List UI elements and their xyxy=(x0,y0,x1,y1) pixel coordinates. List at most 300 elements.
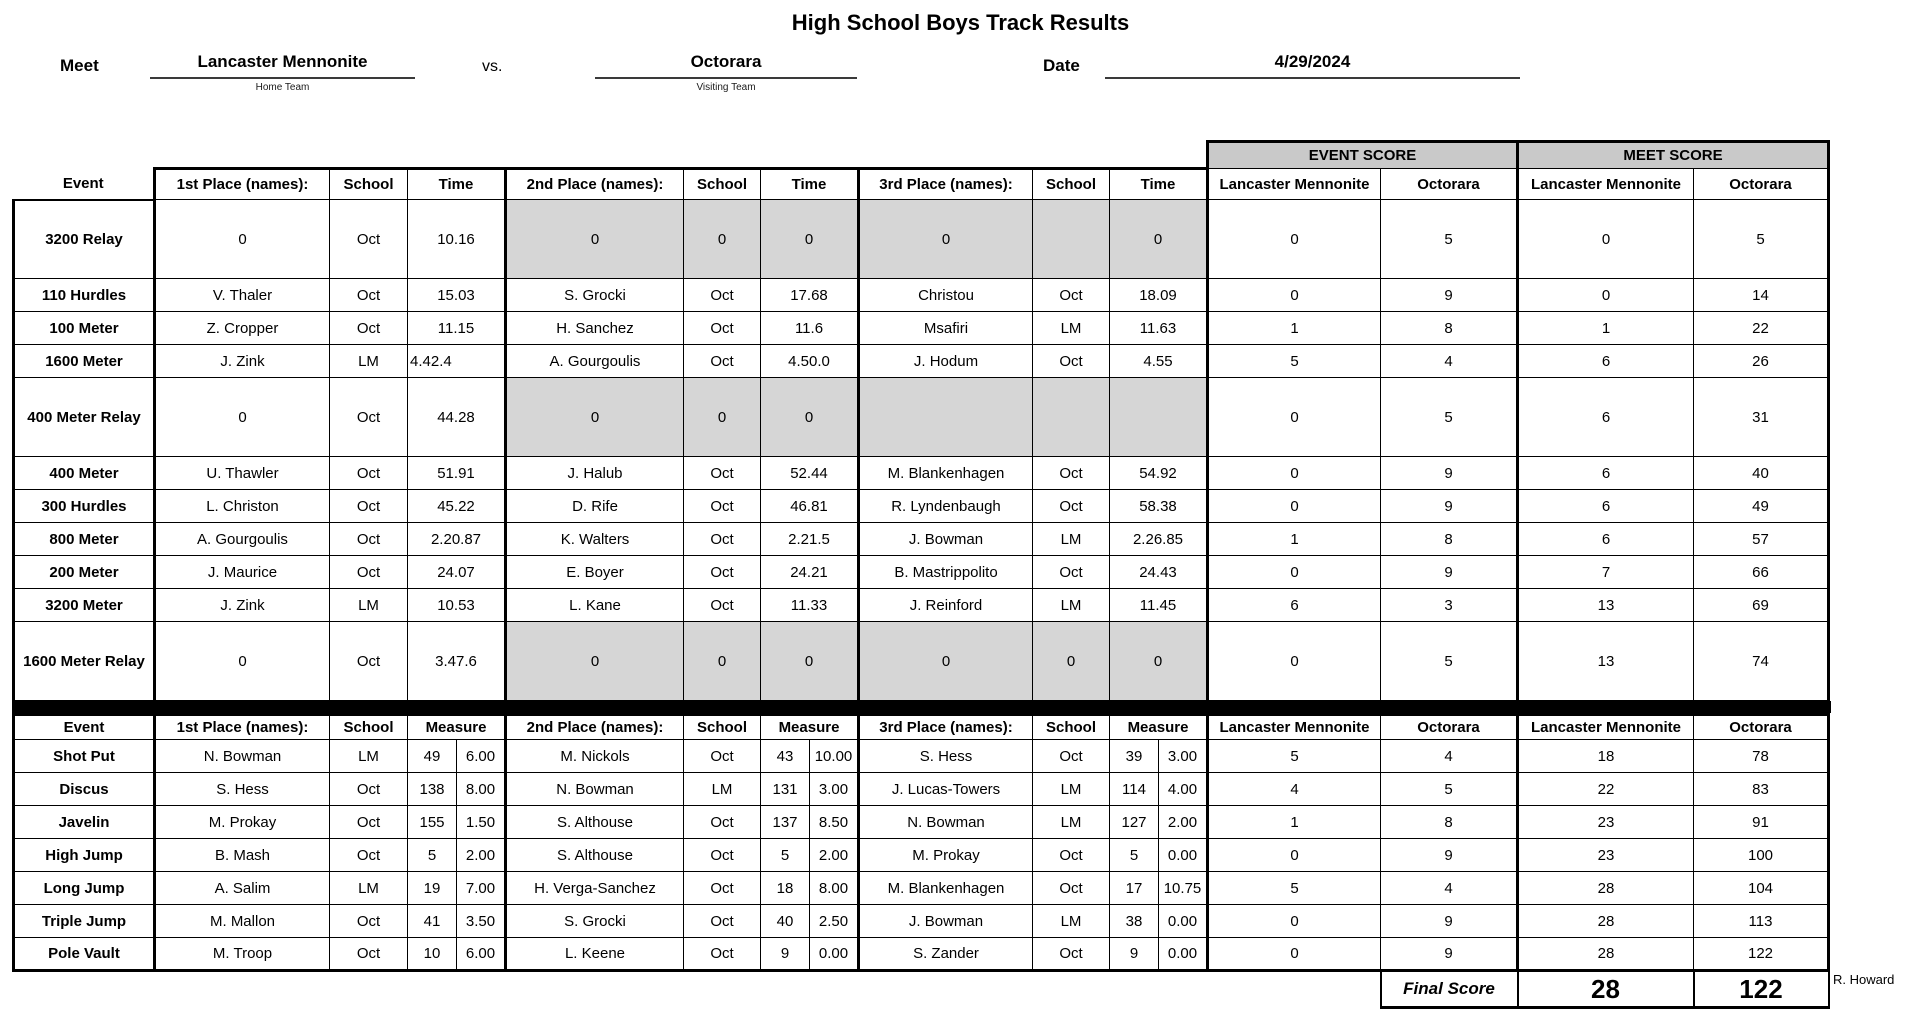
p2-name-cell: N. Bowman xyxy=(506,773,684,806)
field-column-header-row xyxy=(14,715,1829,740)
p3-time-cell: 58.38 xyxy=(1110,490,1208,523)
track-row xyxy=(14,589,1829,622)
event-score-home-header: Lancaster Mennonite xyxy=(1208,715,1381,740)
time-column-header: Time xyxy=(761,169,859,200)
p2-inches-cell: 8.00 xyxy=(810,872,859,905)
p3-name-cell: S. Zander xyxy=(859,938,1033,971)
event-name-cell: Triple Jump xyxy=(14,905,155,938)
event-name-cell: 3200 Relay xyxy=(14,200,155,279)
meet-score-visitor-cell: 49 xyxy=(1694,490,1829,523)
p2-name-cell: E. Boyer xyxy=(506,556,684,589)
p3-time-cell: 11.63 xyxy=(1110,312,1208,345)
meet-score-visitor-cell: 22 xyxy=(1694,312,1829,345)
meet-score-home-cell: 1 xyxy=(1518,312,1694,345)
p2-school-cell: Oct xyxy=(684,457,761,490)
p3-time-cell: 11.45 xyxy=(1110,589,1208,622)
p3-name-cell: 0 xyxy=(859,200,1033,279)
track-row xyxy=(14,279,1829,312)
track-row xyxy=(14,622,1829,701)
p3-feet-cell: 5 xyxy=(1110,839,1159,872)
field-row xyxy=(14,806,1829,839)
visiting-team-caption: Visiting Team xyxy=(696,82,756,93)
event-name-cell: Shot Put xyxy=(14,740,155,773)
p3-school-cell: LM xyxy=(1033,523,1110,556)
p1-feet-cell: 19 xyxy=(408,872,457,905)
field-row xyxy=(14,938,1829,971)
event-score-home-cell: 0 xyxy=(1208,279,1381,312)
p2-feet-cell: 9 xyxy=(761,938,810,971)
p1-feet-cell: 5 xyxy=(408,839,457,872)
meet-score-visitor-cell: 66 xyxy=(1694,556,1829,589)
p1-name-cell: S. Hess xyxy=(155,773,330,806)
p3-school-cell: Oct xyxy=(1033,345,1110,378)
event-name-cell: 1600 Meter xyxy=(14,345,155,378)
school-column-header: School xyxy=(1033,169,1110,200)
track-row xyxy=(14,345,1829,378)
date-value: 4/29/2024 xyxy=(1105,52,1520,79)
p3-school-cell: LM xyxy=(1033,905,1110,938)
track-row xyxy=(14,490,1829,523)
p3-time-cell: 0 xyxy=(1110,622,1208,701)
p2-feet-cell: 40 xyxy=(761,905,810,938)
meet-score-visitor-cell: 57 xyxy=(1694,523,1829,556)
p3-name-cell: M. Prokay xyxy=(859,839,1033,872)
meet-score-home-cell: 6 xyxy=(1518,523,1694,556)
meet-score-home-cell: 6 xyxy=(1518,345,1694,378)
track-row xyxy=(14,200,1829,279)
p1-inches-cell: 2.00 xyxy=(457,839,506,872)
p1-school-cell: LM xyxy=(330,589,408,622)
p1-time-cell: 15.03 xyxy=(408,279,506,312)
event-name-cell: 400 Meter Relay xyxy=(14,378,155,457)
p1-inches-cell: 1.50 xyxy=(457,806,506,839)
p1-name-cell: 0 xyxy=(155,200,330,279)
p2-school-cell: Oct xyxy=(684,839,761,872)
event-score-home-header: Lancaster Mennonite xyxy=(1208,169,1381,200)
p3-school-cell: LM xyxy=(1033,312,1110,345)
p2-school-cell: 0 xyxy=(684,200,761,279)
p2-time-cell: 52.44 xyxy=(761,457,859,490)
p2-school-cell: LM xyxy=(684,773,761,806)
meet-score-visitor-cell: 26 xyxy=(1694,345,1829,378)
p1-feet-cell: 49 xyxy=(408,740,457,773)
event-score-visitor-cell: 3 xyxy=(1381,589,1518,622)
event-score-home-cell: 5 xyxy=(1208,872,1381,905)
header-spacer xyxy=(14,142,1208,169)
p1-school-cell: Oct xyxy=(330,622,408,701)
p3-name-cell: M. Blankenhagen xyxy=(859,457,1033,490)
p3-time-cell: 24.43 xyxy=(1110,556,1208,589)
event-column-header: Event xyxy=(14,715,155,740)
p2-time-cell: 2.21.5 xyxy=(761,523,859,556)
p1-inches-cell: 8.00 xyxy=(457,773,506,806)
p1-school-cell: Oct xyxy=(330,312,408,345)
p2-school-cell: Oct xyxy=(684,490,761,523)
meet-score-visitor-cell: 31 xyxy=(1694,378,1829,457)
p2-name-cell: M. Nickols xyxy=(506,740,684,773)
p2-inches-cell: 0.00 xyxy=(810,938,859,971)
event-name-cell: 200 Meter xyxy=(14,556,155,589)
p1-school-cell: Oct xyxy=(330,905,408,938)
p2-feet-cell: 18 xyxy=(761,872,810,905)
score-group-header-row xyxy=(14,142,1829,169)
event-name-cell: High Jump xyxy=(14,839,155,872)
page-title: High School Boys Track Results xyxy=(791,10,1130,35)
p3-school-cell: Oct xyxy=(1033,839,1110,872)
p3-school-cell: Oct xyxy=(1033,938,1110,971)
p2-time-cell: 46.81 xyxy=(761,490,859,523)
date-label: Date xyxy=(1043,56,1080,75)
meet-score-home-cell: 28 xyxy=(1518,938,1694,971)
p1-time-cell: 11.15 xyxy=(408,312,506,345)
p1-school-cell: Oct xyxy=(330,556,408,589)
event-score-home-cell: 0 xyxy=(1208,490,1381,523)
p2-name-cell: L. Kane xyxy=(506,589,684,622)
p2-time-cell: 0 xyxy=(761,622,859,701)
meet-score-visitor-cell: 91 xyxy=(1694,806,1829,839)
p1-school-cell: Oct xyxy=(330,200,408,279)
p2-name-cell: D. Rife xyxy=(506,490,684,523)
event-score-visitor-header: Octorara xyxy=(1381,715,1518,740)
p1-school-cell: Oct xyxy=(330,938,408,971)
event-score-visitor-header: Octorara xyxy=(1381,169,1518,200)
measure-column-header: Measure xyxy=(761,715,859,740)
meet-score-visitor-cell: 83 xyxy=(1694,773,1829,806)
p3-name-cell: J. Bowman xyxy=(859,523,1033,556)
p2-school-cell: Oct xyxy=(684,938,761,971)
p3-name-cell: J. Lucas-Towers xyxy=(859,773,1033,806)
p2-feet-cell: 137 xyxy=(761,806,810,839)
final-score-label: Final Score xyxy=(1381,971,1518,1008)
event-name-cell: 800 Meter xyxy=(14,523,155,556)
p2-school-cell: Oct xyxy=(684,345,761,378)
p3-school-cell: Oct xyxy=(1033,556,1110,589)
p1-name-cell: L. Christon xyxy=(155,490,330,523)
school-column-header: School xyxy=(684,715,761,740)
p2-school-cell: Oct xyxy=(684,312,761,345)
p3-time-cell: 0 xyxy=(1110,200,1208,279)
p2-name-cell: 0 xyxy=(506,622,684,701)
p3-name-cell: B. Mastrippolito xyxy=(859,556,1033,589)
p1-time-cell: 44.28 xyxy=(408,378,506,457)
p1-name-cell: 0 xyxy=(155,378,330,457)
meet-score-home-cell: 28 xyxy=(1518,872,1694,905)
final-row-spacer xyxy=(14,971,1381,1008)
meet-score-home-cell: 6 xyxy=(1518,378,1694,457)
p3-school-cell: 0 xyxy=(1033,622,1110,701)
p1-time-cell: 24.07 xyxy=(408,556,506,589)
p1-time-cell: 10.53 xyxy=(408,589,506,622)
p3-time-cell: 4.55 xyxy=(1110,345,1208,378)
final-score-home-value: 28 xyxy=(1518,971,1694,1008)
meet-score-home-cell: 0 xyxy=(1518,200,1694,279)
p3-school-cell: LM xyxy=(1033,773,1110,806)
p1-time-cell: 10.16 xyxy=(408,200,506,279)
p3-school-cell: Oct xyxy=(1033,872,1110,905)
p2-school-cell: Oct xyxy=(684,740,761,773)
p2-time-cell: 4.50.0 xyxy=(761,345,859,378)
event-score-home-cell: 0 xyxy=(1208,839,1381,872)
field-results-table xyxy=(12,713,1830,1009)
p3-school-cell: LM xyxy=(1033,589,1110,622)
p3-feet-cell: 127 xyxy=(1110,806,1159,839)
p3-school-cell xyxy=(1033,200,1110,279)
p1-feet-cell: 155 xyxy=(408,806,457,839)
p2-name-cell: S. Althouse xyxy=(506,839,684,872)
meet-score-visitor-cell: 113 xyxy=(1694,905,1829,938)
p1-school-cell: Oct xyxy=(330,523,408,556)
p3-column-header: 3rd Place (names): xyxy=(859,715,1033,740)
p2-school-cell: Oct xyxy=(684,872,761,905)
meet-score-home-cell: 6 xyxy=(1518,490,1694,523)
p3-school-cell: Oct xyxy=(1033,740,1110,773)
meet-score-visitor-cell: 78 xyxy=(1694,740,1829,773)
home-team-caption: Home Team xyxy=(255,82,310,93)
event-score-home-cell: 5 xyxy=(1208,740,1381,773)
event-score-home-cell: 6 xyxy=(1208,589,1381,622)
field-row xyxy=(14,773,1829,806)
p1-school-cell: Oct xyxy=(330,457,408,490)
meet-score-visitor-header: Octorara xyxy=(1694,169,1829,200)
event-score-visitor-cell: 8 xyxy=(1381,523,1518,556)
p1-name-cell: A. Salim xyxy=(155,872,330,905)
event-score-visitor-cell: 9 xyxy=(1381,905,1518,938)
measure-column-header: Measure xyxy=(1110,715,1208,740)
event-name-cell: 110 Hurdles xyxy=(14,279,155,312)
event-name-cell: 3200 Meter xyxy=(14,589,155,622)
event-name-cell: 100 Meter xyxy=(14,312,155,345)
event-score-visitor-cell: 8 xyxy=(1381,312,1518,345)
event-score-home-cell: 0 xyxy=(1208,622,1381,701)
meet-score-home-cell: 22 xyxy=(1518,773,1694,806)
p2-name-cell: A. Gourgoulis xyxy=(506,345,684,378)
p3-name-cell: J. Reinford xyxy=(859,589,1033,622)
event-name-cell: Long Jump xyxy=(14,872,155,905)
p1-feet-cell: 10 xyxy=(408,938,457,971)
p3-time-cell xyxy=(1110,378,1208,457)
p3-time-cell: 54.92 xyxy=(1110,457,1208,490)
event-score-home-cell: 1 xyxy=(1208,523,1381,556)
p1-inches-cell: 3.50 xyxy=(457,905,506,938)
event-name-cell: 1600 Meter Relay xyxy=(14,622,155,701)
p2-school-cell: Oct xyxy=(684,523,761,556)
p1-school-cell: LM xyxy=(330,872,408,905)
p2-name-cell: 0 xyxy=(506,200,684,279)
p2-school-cell: Oct xyxy=(684,279,761,312)
track-results-table xyxy=(12,140,1830,701)
meet-score-home-cell: 13 xyxy=(1518,622,1694,701)
p1-inches-cell: 6.00 xyxy=(457,740,506,773)
meet-label: Meet xyxy=(60,56,99,75)
event-score-visitor-cell: 9 xyxy=(1381,279,1518,312)
event-score-home-cell: 5 xyxy=(1208,345,1381,378)
measure-column-header: Measure xyxy=(408,715,506,740)
p1-name-cell: J. Zink xyxy=(155,345,330,378)
event-score-visitor-cell: 4 xyxy=(1381,345,1518,378)
p2-feet-cell: 43 xyxy=(761,740,810,773)
p2-feet-cell: 5 xyxy=(761,839,810,872)
p2-time-cell: 0 xyxy=(761,378,859,457)
p2-name-cell: S. Althouse xyxy=(506,806,684,839)
meet-score-visitor-cell: 5 xyxy=(1694,200,1829,279)
track-column-header-row xyxy=(14,169,1829,200)
track-row xyxy=(14,556,1829,589)
event-score-home-cell: 0 xyxy=(1208,457,1381,490)
event-score-home-cell: 0 xyxy=(1208,905,1381,938)
event-score-visitor-cell: 9 xyxy=(1381,457,1518,490)
p3-time-cell: 18.09 xyxy=(1110,279,1208,312)
p3-name-cell: 0 xyxy=(859,622,1033,701)
meet-score-home-cell: 7 xyxy=(1518,556,1694,589)
event-score-visitor-cell: 9 xyxy=(1381,556,1518,589)
home-team-value: Lancaster Mennonite xyxy=(150,52,415,79)
p3-name-cell: J. Bowman xyxy=(859,905,1033,938)
meet-score-home-cell: 18 xyxy=(1518,740,1694,773)
p3-feet-cell: 9 xyxy=(1110,938,1159,971)
meet-score-visitor-cell: 14 xyxy=(1694,279,1829,312)
event-score-home-cell: 1 xyxy=(1208,312,1381,345)
p2-school-cell: Oct xyxy=(684,556,761,589)
p1-school-cell: Oct xyxy=(330,490,408,523)
p3-inches-cell: 2.00 xyxy=(1159,806,1208,839)
final-score-row xyxy=(14,971,1829,1008)
event-score-group-header: EVENT SCORE xyxy=(1208,142,1518,169)
p1-name-cell: J. Maurice xyxy=(155,556,330,589)
event-name-cell: 400 Meter xyxy=(14,457,155,490)
p3-name-cell: M. Blankenhagen xyxy=(859,872,1033,905)
p1-column-header: 1st Place (names): xyxy=(155,169,330,200)
p1-feet-cell: 41 xyxy=(408,905,457,938)
p2-inches-cell: 2.50 xyxy=(810,905,859,938)
p3-name-cell: N. Bowman xyxy=(859,806,1033,839)
event-name-cell: 300 Hurdles xyxy=(14,490,155,523)
field-row xyxy=(14,839,1829,872)
p1-name-cell: J. Zink xyxy=(155,589,330,622)
p2-name-cell: J. Halub xyxy=(506,457,684,490)
p1-school-cell: Oct xyxy=(330,806,408,839)
vs-label: vs. xyxy=(482,58,503,75)
p1-school-cell: Oct xyxy=(330,378,408,457)
scorer-signature: R. Howard xyxy=(1833,972,1895,987)
event-score-visitor-cell: 9 xyxy=(1381,490,1518,523)
p2-school-cell: Oct xyxy=(684,905,761,938)
p2-time-cell: 17.68 xyxy=(761,279,859,312)
p1-school-cell: Oct xyxy=(330,279,408,312)
event-column-header: Event xyxy=(14,169,155,200)
p2-feet-cell: 131 xyxy=(761,773,810,806)
p1-time-cell: 45.22 xyxy=(408,490,506,523)
p2-column-header: 2nd Place (names): xyxy=(506,169,684,200)
p2-name-cell: L. Keene xyxy=(506,938,684,971)
p3-name-cell: J. Hodum xyxy=(859,345,1033,378)
p2-name-cell: S. Grocki xyxy=(506,279,684,312)
event-score-visitor-cell: 5 xyxy=(1381,622,1518,701)
p3-name-cell xyxy=(859,378,1033,457)
p1-name-cell: A. Gourgoulis xyxy=(155,523,330,556)
p3-inches-cell: 0.00 xyxy=(1159,938,1208,971)
p1-name-cell: N. Bowman xyxy=(155,740,330,773)
meet-score-visitor-header: Octorara xyxy=(1694,715,1829,740)
p1-name-cell: 0 xyxy=(155,622,330,701)
meet-score-visitor-cell: 69 xyxy=(1694,589,1829,622)
p3-name-cell: S. Hess xyxy=(859,740,1033,773)
event-score-home-cell: 0 xyxy=(1208,378,1381,457)
p1-time-cell: 3.47.6 xyxy=(408,622,506,701)
p1-time-cell: 51.91 xyxy=(408,457,506,490)
event-score-home-cell: 0 xyxy=(1208,938,1381,971)
p1-name-cell: M. Mallon xyxy=(155,905,330,938)
p1-school-cell: LM xyxy=(330,740,408,773)
time-column-header: Time xyxy=(1110,169,1208,200)
p2-column-header: 2nd Place (names): xyxy=(506,715,684,740)
p3-feet-cell: 38 xyxy=(1110,905,1159,938)
p1-name-cell: M. Prokay xyxy=(155,806,330,839)
p3-school-cell: Oct xyxy=(1033,279,1110,312)
p3-name-cell: Christou xyxy=(859,279,1033,312)
p1-inches-cell: 7.00 xyxy=(457,872,506,905)
event-score-visitor-cell: 5 xyxy=(1381,200,1518,279)
p2-name-cell: H. Sanchez xyxy=(506,312,684,345)
p2-name-cell: S. Grocki xyxy=(506,905,684,938)
event-score-home-cell: 4 xyxy=(1208,773,1381,806)
p3-inches-cell: 4.00 xyxy=(1159,773,1208,806)
event-score-visitor-cell: 4 xyxy=(1381,740,1518,773)
p2-inches-cell: 10.00 xyxy=(810,740,859,773)
track-row xyxy=(14,457,1829,490)
p3-inches-cell: 0.00 xyxy=(1159,839,1208,872)
p3-time-cell: 2.26.85 xyxy=(1110,523,1208,556)
p1-feet-cell: 138 xyxy=(408,773,457,806)
event-score-visitor-cell: 5 xyxy=(1381,773,1518,806)
p2-inches-cell: 8.50 xyxy=(810,806,859,839)
p3-feet-cell: 114 xyxy=(1110,773,1159,806)
event-score-visitor-cell: 8 xyxy=(1381,806,1518,839)
p2-school-cell: Oct xyxy=(684,589,761,622)
event-score-visitor-cell: 4 xyxy=(1381,872,1518,905)
event-name-cell: Pole Vault xyxy=(14,938,155,971)
event-score-visitor-cell: 5 xyxy=(1381,378,1518,457)
p2-time-cell: 0 xyxy=(761,200,859,279)
p1-school-cell: LM xyxy=(330,345,408,378)
p1-name-cell: M. Troop xyxy=(155,938,330,971)
p3-school-cell: Oct xyxy=(1033,490,1110,523)
p2-name-cell: H. Verga-Sanchez xyxy=(506,872,684,905)
meet-score-home-cell: 6 xyxy=(1518,457,1694,490)
event-name-cell: Javelin xyxy=(14,806,155,839)
p2-school-cell: Oct xyxy=(684,806,761,839)
p3-name-cell: Msafiri xyxy=(859,312,1033,345)
event-score-home-cell: 0 xyxy=(1208,200,1381,279)
meet-score-visitor-cell: 74 xyxy=(1694,622,1829,701)
p1-school-cell: Oct xyxy=(330,839,408,872)
meet-score-home-cell: 0 xyxy=(1518,279,1694,312)
p2-time-cell: 24.21 xyxy=(761,556,859,589)
final-score-visitor-value: 122 xyxy=(1694,971,1829,1008)
p3-school-cell xyxy=(1033,378,1110,457)
meet-score-home-header: Lancaster Mennonite xyxy=(1518,715,1694,740)
time-column-header: Time xyxy=(408,169,506,200)
p1-name-cell: B. Mash xyxy=(155,839,330,872)
p1-name-cell: Z. Cropper xyxy=(155,312,330,345)
meet-score-group-header: MEET SCORE xyxy=(1518,142,1829,169)
results-sheet xyxy=(12,140,1831,1009)
p1-time-cell: 4.42.4 xyxy=(408,345,506,378)
track-row xyxy=(14,523,1829,556)
event-score-home-cell: 0 xyxy=(1208,556,1381,589)
p1-time-cell: 2.20.87 xyxy=(408,523,506,556)
p2-name-cell: K. Walters xyxy=(506,523,684,556)
p1-column-header: 1st Place (names): xyxy=(155,715,330,740)
